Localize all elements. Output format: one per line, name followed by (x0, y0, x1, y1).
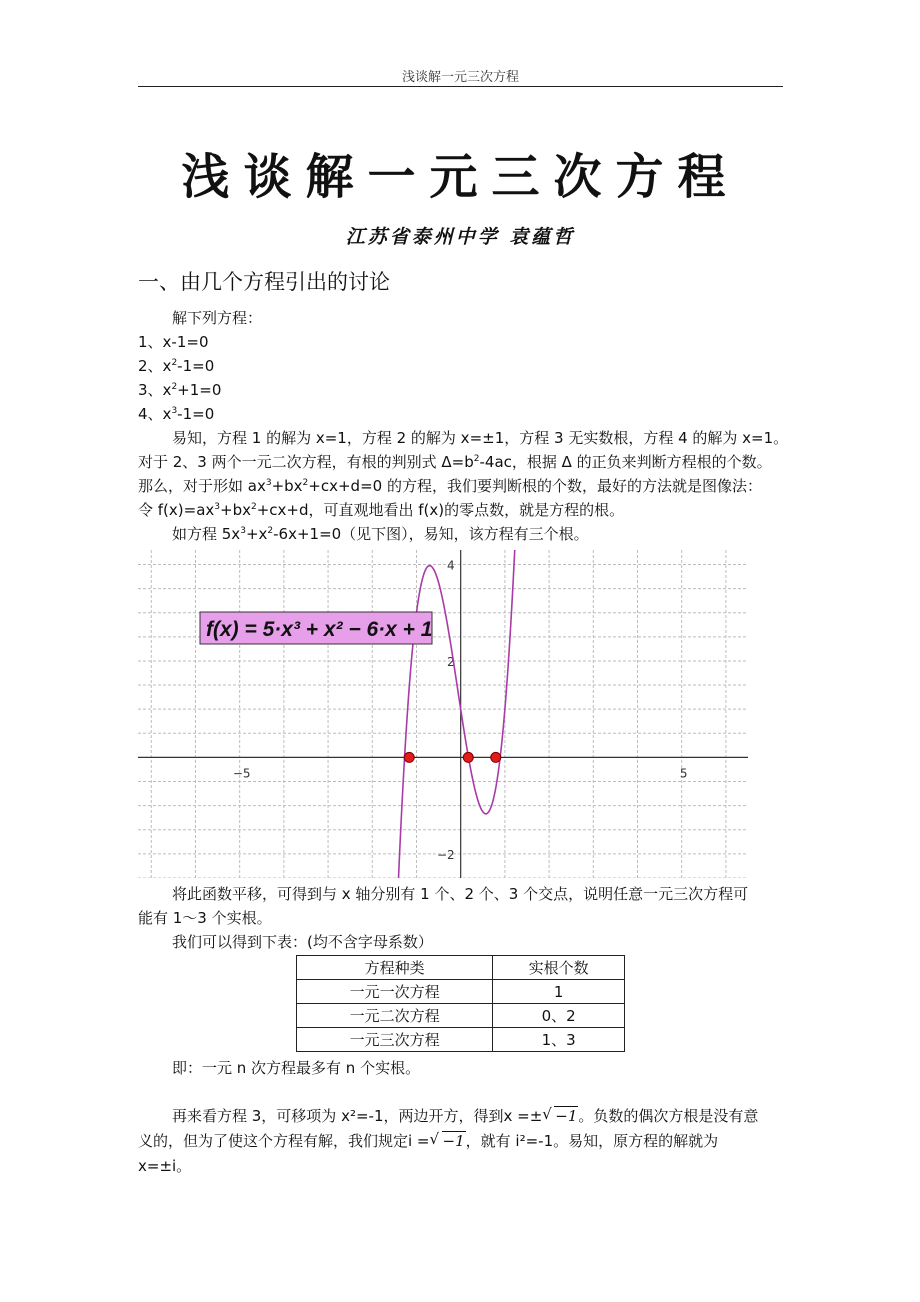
text-run: 再来看方程 3，可移项为 x²=-1，两边开方，得到x =± (172, 1107, 543, 1125)
exponent: 2 (267, 526, 274, 536)
function-graph (138, 550, 748, 878)
root-point (463, 752, 473, 762)
exponent: 3 (171, 406, 178, 416)
text-run: 令 f(x)=ax (138, 501, 215, 519)
paragraph-line: 将此函数平移，可得到与 x 轴分别有 1 个、2 个、3 个交点，说明任意一元三次方程可 (172, 885, 749, 903)
equation-text: +1=0 (177, 381, 222, 399)
table-header-row (297, 956, 625, 980)
radicand: −1 (555, 1107, 578, 1125)
equation-text: x (162, 357, 172, 375)
equation-text: x (162, 405, 172, 423)
text-run: +cx+d，可直观地看出 f(x)的零点数，就是方程的根。 (256, 501, 625, 519)
equation-number: 3、 (138, 381, 163, 399)
equation-3 (138, 380, 221, 400)
x-tick-label: −5 (232, 766, 251, 781)
exponent: 2 (302, 478, 309, 488)
section-heading: 一、由几个方程引出的讨论 (138, 270, 390, 294)
cubic-curve (398, 550, 515, 878)
text-run: 。负数的偶次方根是没有意 (578, 1107, 759, 1125)
table-row (297, 1004, 625, 1028)
exponent: 3 (265, 478, 272, 488)
table-cell: 一元一次方程 (297, 980, 493, 1004)
text-run: +cx+d=0 的方程，我们要判断根的个数，最好的方法就是图像法： (308, 477, 762, 495)
table-row (297, 980, 625, 1004)
equation-2 (138, 356, 214, 376)
exponent: 3 (240, 526, 246, 536)
table-cell: 1、3 (493, 1028, 625, 1052)
equation-text: -1=0 (177, 357, 215, 375)
roots-table (296, 955, 625, 1052)
equation-number: 4、 (138, 405, 163, 423)
paragraph-line (138, 476, 762, 496)
equation-text: x-1=0 (162, 333, 209, 351)
text-run: +x (245, 525, 268, 543)
text-run: +bx (271, 477, 303, 495)
intro-line: 解下列方程： (172, 309, 263, 327)
paragraph-line: 能有 1～3 个实根。 (138, 909, 272, 927)
table-cell: 一元二次方程 (297, 1004, 493, 1028)
text-run: -6x+1=0（见下图），易知，该方程有三个根。 (273, 525, 589, 543)
y-tick-label: 2 (447, 654, 455, 669)
x-tick-label: 5 (679, 766, 688, 781)
text-run: ，就有 i²=-1。易知，原方程的解就为 (465, 1132, 719, 1150)
paragraph-line (138, 500, 624, 520)
exponent: 3 (214, 502, 221, 512)
paragraph-line (138, 1131, 718, 1151)
text-run: +bx (220, 501, 251, 519)
y-tick-label: −2 (436, 847, 455, 862)
equation-number: 2、 (138, 357, 163, 375)
table-cell: 一元三次方程 (297, 1028, 493, 1052)
document-title: 浅谈解一元三次方程 (181, 149, 740, 205)
y-tick-label: 4 (447, 558, 455, 573)
table-row (297, 1028, 625, 1052)
table-cell: 1 (493, 980, 625, 1004)
root-point (404, 752, 414, 762)
equation-text: -1=0 (177, 405, 215, 423)
paragraph-line (172, 524, 589, 544)
text-run: 对于 2、3 两个一元二次方程，有根的判别式 Δ=b (138, 453, 474, 471)
text-run: 如方程 5x (172, 525, 241, 543)
radicand: −1 (442, 1132, 465, 1150)
exponent: 2 (473, 454, 480, 464)
equation-text: x (162, 381, 172, 399)
table-header: 实根个数 (493, 956, 625, 980)
table-intro: 我们可以得到下表：(均不含字母系数） (172, 933, 433, 951)
function-label-box (200, 612, 432, 644)
function-label: f(x) = 5·x³ + x² − 6·x + 1 (206, 618, 433, 641)
sqrt-expression (542, 1106, 578, 1126)
table-cell: 0、2 (493, 1004, 625, 1028)
header-rule (138, 86, 783, 87)
equation-4 (138, 404, 214, 424)
equation-1 (138, 332, 209, 352)
paragraph-line (138, 452, 772, 472)
root-point (491, 752, 501, 762)
exponent: 2 (171, 358, 178, 368)
sqrt-expression (430, 1131, 466, 1151)
exponent: 2 (250, 502, 257, 512)
conclusion-line: 即：一元 n 次方程最多有 n 个实根。 (172, 1059, 421, 1077)
paragraph-line (172, 1106, 758, 1126)
exponent: 2 (171, 382, 178, 392)
text-run: -4ac，根据 Δ 的正负来判断方程根的个数。 (479, 453, 772, 471)
table-header: 方程种类 (297, 956, 493, 980)
equation-number: 1、 (138, 333, 163, 351)
running-header: 浅谈解一元三次方程 (401, 70, 519, 85)
text-run: 义的，但为了使这个方程有解，我们规定i = (138, 1132, 430, 1150)
text-run: 那么，对于形如 ax (138, 477, 266, 495)
paragraph-line: 易知，方程 1 的解为 x=1，方程 2 的解为 x=±1，方程 3 无实数根，方程 4 的解为 x=1。 (172, 429, 789, 447)
author-line: 江苏省泰州中学 袁蕴哲 (345, 226, 576, 248)
paragraph-line: x=±i。 (138, 1157, 192, 1175)
